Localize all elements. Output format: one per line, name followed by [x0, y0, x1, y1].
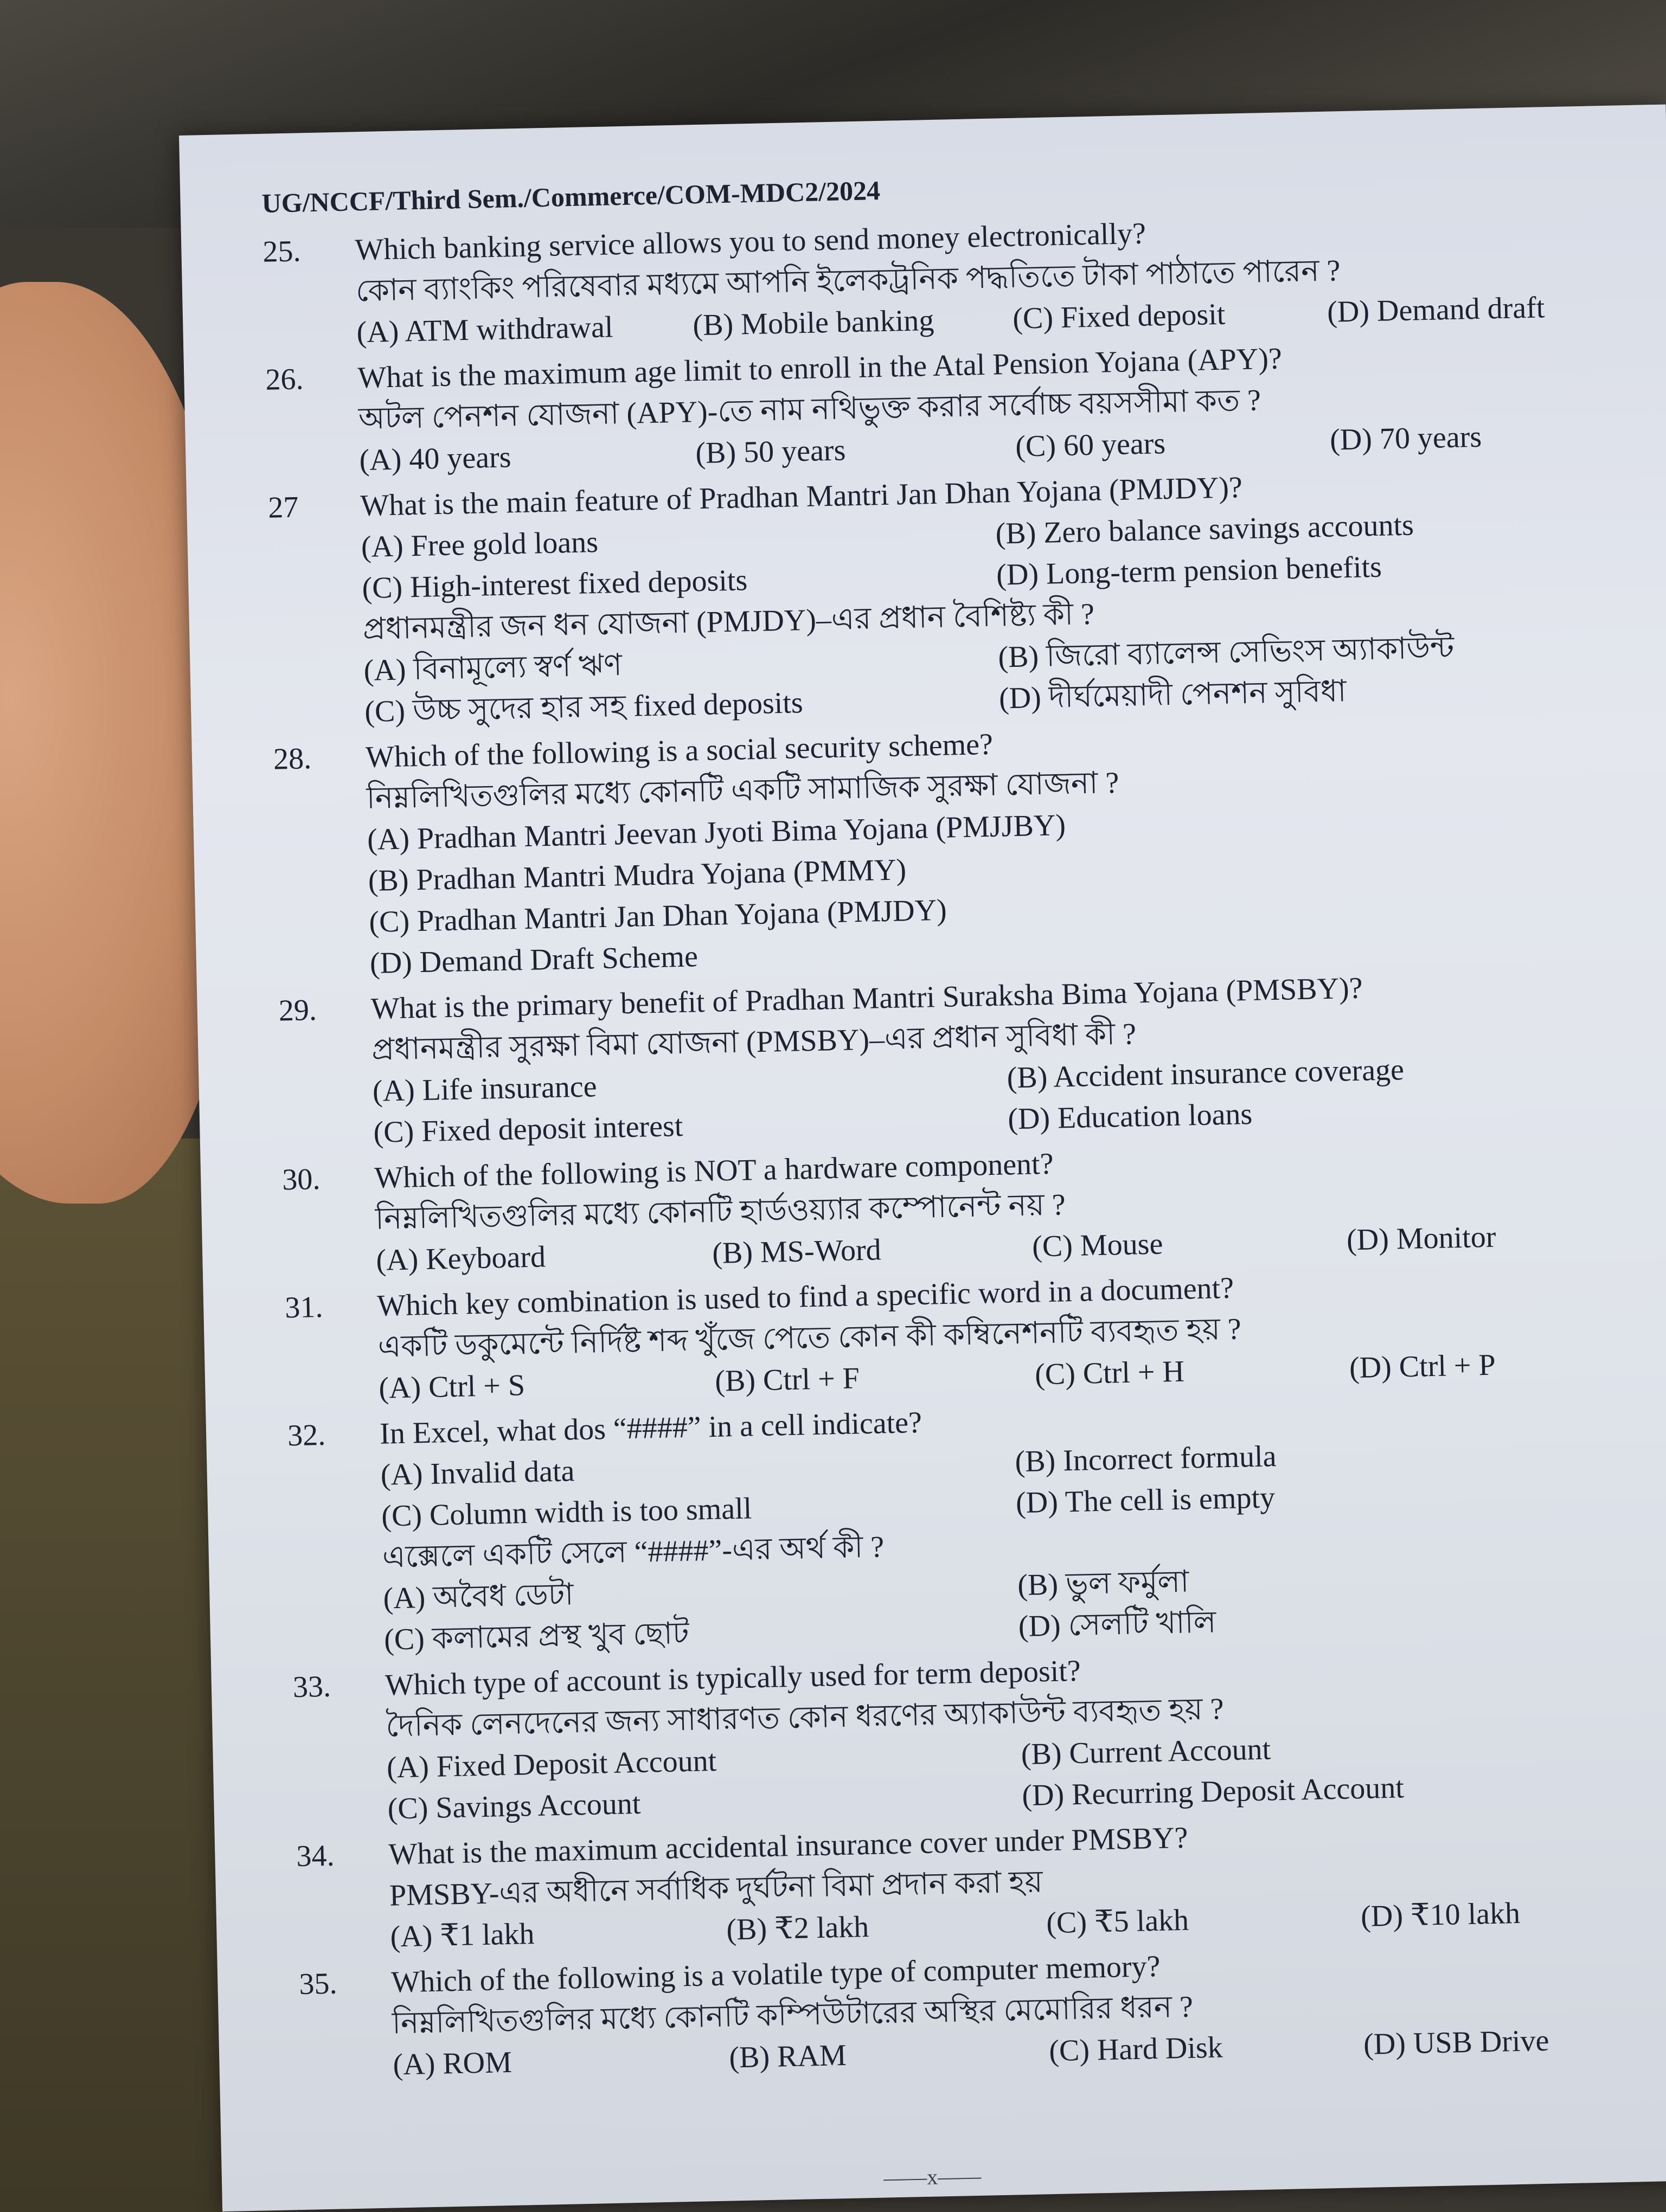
option-a: (A) ROM — [392, 2045, 512, 2082]
question-text-en: What is the primary benefit of Pradhan Mantri Suraksha Bima Yojana (PMSBY)? — [370, 971, 1363, 1026]
option-c: (C) Fixed deposit interest — [373, 1109, 683, 1149]
question-text-en: Which type of account is typically used for term deposit? — [385, 1654, 1081, 1702]
option-d: (D) Long-term pension benefits — [996, 550, 1382, 592]
option-b: (B) RAM — [728, 2039, 847, 2075]
question-text-en: Which banking service allows you to send money electronically? — [354, 216, 1146, 267]
option-c-bn: (C) কলামের প্রস্থ খুব ছোট — [383, 1616, 690, 1657]
option-c: (C) Column width is too small — [381, 1491, 752, 1533]
option-b: (B) Accident insurance coverage — [1007, 1053, 1405, 1095]
question-text-en: What is the maximum accidental insurance cover under PMSBY? — [388, 1821, 1189, 1872]
question-text-en: What is the maximum age limit to enroll in the Atal Pension Yojana (APY)? — [357, 342, 1283, 395]
option-d: (D) Ctrl + P — [1349, 1348, 1496, 1385]
option-b: (B) ₹2 lakh — [726, 1910, 869, 1947]
option-b: (B) 50 years — [695, 433, 846, 471]
option-d-bn: (D) দীর্ঘমেয়াদী পেনশন সুবিধা — [998, 674, 1347, 716]
option-a-bn: (A) বিনামূল্যে স্বর্ণ ঋণ — [363, 648, 623, 688]
question-number: 28. — [273, 742, 312, 776]
question-text-bn: দৈনিক লেনদেনের জন্য সাধারণত কোন ধরণের অ্যাকাউন্ট ব্যবহৃত হয় ? — [385, 1692, 1225, 1744]
option-b: (B) Ctrl + F — [714, 1361, 860, 1398]
question-number: 26. — [265, 362, 304, 397]
option-c: (C) Savings Account — [387, 1786, 641, 1826]
question-25 — [262, 203, 1620, 355]
option-a: (A) 40 years — [358, 440, 512, 478]
option-c: (C) Mouse — [1031, 1227, 1163, 1264]
question-text-bn: কোন ব্যাংকিং পরিষেবার মধ্যমে আপনি ইলেকট্রনিক পদ্ধতিতে টাকা পাঠাতে পারেন ? — [355, 254, 1341, 308]
option-c-bn: (C) উচ্চ সুদের হার সহ fixed deposits — [364, 686, 804, 729]
paper-header-code: UG/NCCF/Third Sem./Commerce/COM-MDC2/2024 — [261, 175, 881, 218]
option-d: (D) Recurring Deposit Account — [1021, 1771, 1405, 1813]
question-30 — [282, 1131, 1640, 1283]
question-31 — [285, 1259, 1643, 1411]
options — [367, 793, 1633, 984]
question-number: 34. — [296, 1838, 335, 1874]
question-text-bn: প্রধানমন্ত্রীর সুরক্ষা বিমা যোজনা (PMSBY)–এর প্রধান সুবিধা কী ? — [371, 1017, 1137, 1067]
option-c: (C) Hard Disk — [1048, 2030, 1223, 2068]
question-text-bn: এক্সেলে একটি সেলে “####”-এর অর্থ কী ? — [382, 1530, 885, 1574]
option-c: (C) High-interest fixed deposits — [361, 563, 748, 606]
question-text-en: Which of the following is a social security scheme? — [365, 727, 994, 775]
option-d-bn: (D) সেলটি খালি — [1018, 1605, 1216, 1644]
question-29 — [278, 962, 1637, 1155]
question-text-bn: PMSBY-এর অধীনে সর্বাধিক দুর্ঘটনা বিমা প্রদান করা হয় — [389, 1865, 1043, 1913]
question-number: 35. — [298, 1966, 338, 2002]
question-text-en: Which key combination is used to find a specific word in a document? — [376, 1271, 1234, 1323]
question-number: 27 — [267, 490, 299, 525]
option-a: (A) Free gold loans — [361, 525, 599, 564]
question-number: 25. — [262, 234, 302, 269]
option-c: (C) Ctrl + H — [1034, 1354, 1185, 1392]
option-b-bn: (B) ভুল ফর্মুলা — [1017, 1565, 1190, 1603]
question-text-en: What is the main feature of Pradhan Mantri Jan Dhan Yojana (PMJDY)? — [360, 471, 1243, 523]
option-b-bn: (B) জিরো ব্যালেন্স সেভিংস অ্যাকাউন্ট — [997, 631, 1454, 674]
question-text-en: Which of the following is a volatile type of computer memory? — [390, 1949, 1161, 1999]
option-d: (D) ₹10 lakh — [1360, 1896, 1521, 1934]
question-27 — [268, 459, 1629, 734]
option-a: (A) ATM withdrawal — [356, 310, 614, 350]
option-d: (D) 70 years — [1329, 420, 1482, 457]
question-text-bn: নিম্নলিখিতগুলির মধ্যে কোনটি কম্পিউটারের অস্থির মেমোরির ধরন ? — [392, 1990, 1194, 2041]
end-mark: ——x—— — [883, 2163, 982, 2190]
option-a: (A) Invalid data — [380, 1454, 575, 1492]
option-a-bn: (A) অবৈধ ডেটা — [382, 1578, 574, 1616]
question-number: 30. — [281, 1162, 321, 1197]
option-c: (C) 60 years — [1015, 427, 1166, 464]
option-b: (B) MS-Word — [712, 1233, 882, 1270]
option-b: (B) Zero balance savings accounts — [995, 508, 1414, 551]
option-a: (A) Ctrl + S — [378, 1368, 526, 1405]
option-d: (D) Monitor — [1346, 1220, 1497, 1257]
question-number: 31. — [284, 1290, 323, 1325]
question-32 — [287, 1387, 1648, 1662]
question-number: 32. — [287, 1418, 326, 1453]
option-c: (C) Fixed deposit — [1012, 297, 1226, 336]
question-sheet — [261, 154, 1657, 2092]
option-c: (C) Pradhan Mantri Jan Dhan Yojana (PMJDY) — [368, 893, 947, 939]
option-a: (A) Keyboard — [375, 1240, 546, 1277]
option-d: (D) Education loans — [1007, 1097, 1253, 1136]
option-a: (A) ₹1 lakh — [390, 1917, 535, 1954]
question-text-bn: নিম্নলিখিতগুলির মধ্যে কোনটি একটি সামাজিক সুরক্ষা যোজনা ? — [366, 766, 1119, 816]
question-paper — [179, 105, 1666, 2212]
option-d: (D) USB Drive — [1363, 2023, 1549, 2062]
option-d: (D) The cell is empty — [1015, 1481, 1276, 1520]
option-d: (D) Demand draft — [1327, 291, 1546, 329]
question-28 — [273, 710, 1633, 986]
option-d: (D) Demand Draft Scheme — [369, 940, 699, 980]
question-text-en: In Excel, what dos “####” in a cell indicate? — [379, 1405, 922, 1451]
option-b: (B) Current Account — [1021, 1732, 1271, 1772]
question-number: 33. — [292, 1669, 331, 1705]
option-c: (C) ₹5 lakh — [1046, 1903, 1189, 1940]
question-text-bn: অটল পেনশন যোজনা (APY)-তে নাম নথিভুক্ত করার সর্বোচ্চ বয়সসীমা কত ? — [358, 383, 1261, 436]
option-b: (B) Mobile banking — [692, 303, 934, 343]
option-a: (A) Fixed Deposit Account — [386, 1744, 717, 1785]
question-34 — [296, 1808, 1654, 1959]
question-35 — [299, 1935, 1657, 2087]
question-33 — [292, 1638, 1651, 1831]
option-b: (B) Incorrect formula — [1014, 1439, 1277, 1479]
question-text-bn: প্রধানমন্ত্রীর জন ধন যোজনা (PMJDY)–এর প্রধান বৈশিষ্ট্য কী ? — [362, 597, 1095, 647]
question-text-en: Which of the following is NOT a hardware component? — [374, 1147, 1054, 1195]
option-a: (A) Pradhan Mantri Jeevan Jyoti Bima Yojana (PMJJBY) — [367, 808, 1066, 857]
question-26 — [265, 331, 1623, 483]
option-a: (A) Life insurance — [372, 1070, 598, 1108]
question-text-bn: একটি ডকুমেন্টে নির্দিষ্ট শব্দ খুঁজে পেতে কোন কী কম্বিনেশনটি ব্যবহৃত হয় ? — [377, 1312, 1242, 1364]
option-b: (B) Pradhan Mantri Mudra Yojana (PMMY) — [368, 853, 907, 898]
question-text-bn: নিম্নলিখিতগুলির মধ্যে কোনটি হার্ডওয়্যার কম্পোনেন্ট নয় ? — [375, 1188, 1066, 1236]
question-number: 29. — [278, 993, 317, 1028]
